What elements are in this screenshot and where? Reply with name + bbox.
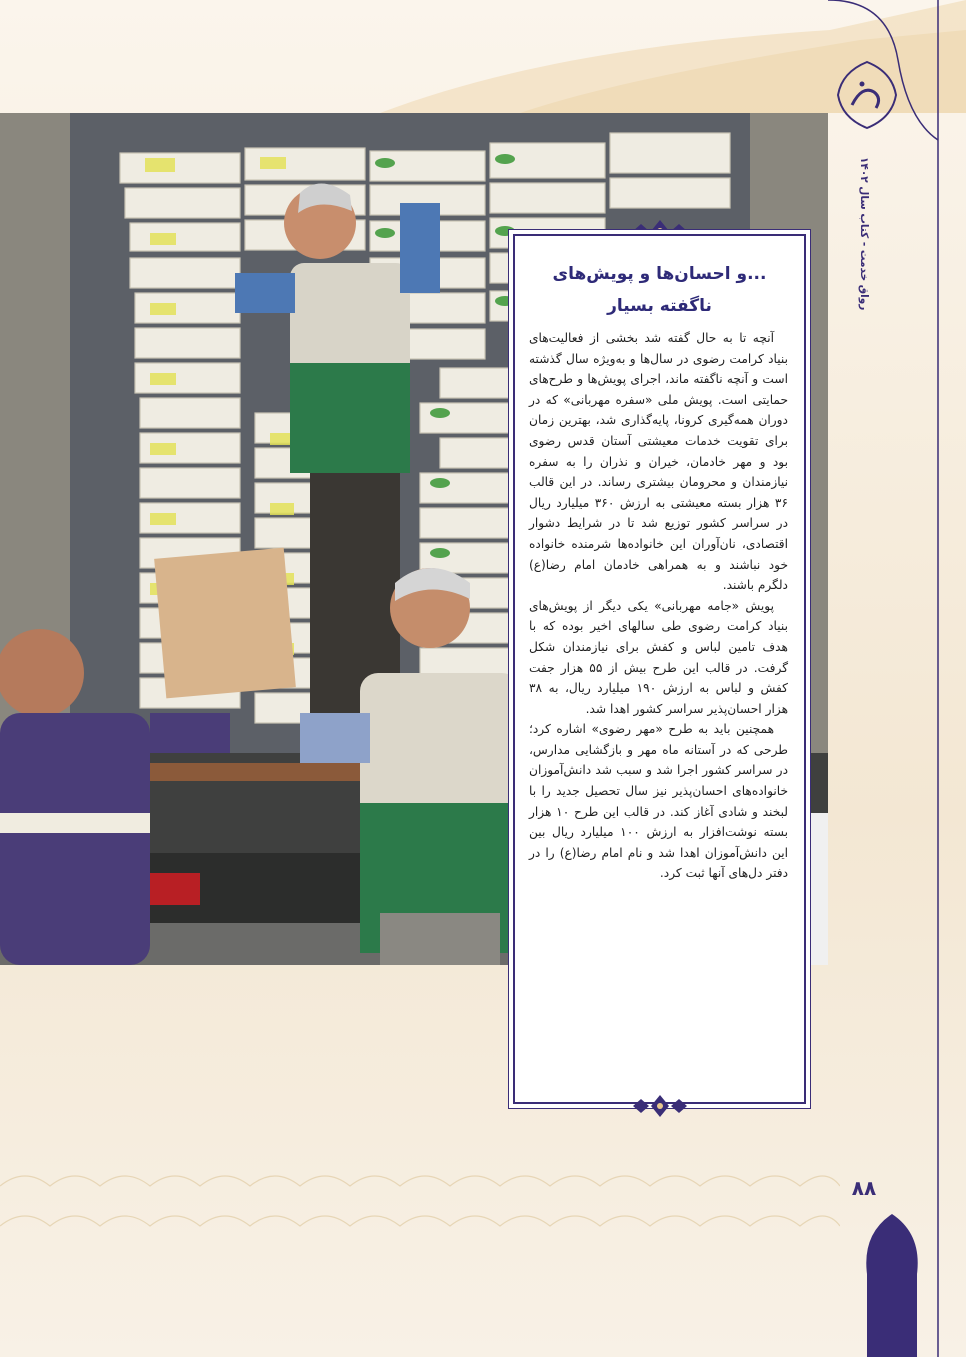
page-number: ۸۸ xyxy=(851,1176,877,1200)
article-paragraph: آنچه تا به حال گفته شد بخشی از فعالیت‌های بنیاد کرامت رضوی در سال‌ها و به‌ویژه سال گذشته است و آنچه ناگفته ماند، اجرای پویش‌ها و طرح‌های حمایتی است. پویش ملی «سفره مهربانی» که در دوران همه‌گیری کرونا، پایه‌گذاری شد، بهترین زمان برای تقویت خدمات معیشتی آستان قدس رضوی بود و مهر خادمان، خیران و نذران را به سفره نیازمندان و محرومان بیشتری رساند. در این قالب ۳۶ هزار بسته معیشتی به ارزش ۳۶۰ میلیارد ریال در سراسر کشور توزیع شد تا در شرایط دشوار اقتصادی، نان‌آوران این خانواده‌ها شرمنده خانواده خود نباشند و به همراهی خادمان امام رضا(ع) دلگرم باشند. xyxy=(529,331,788,593)
running-head: رواق خدمت - کتاب سال ۱۴۰۲ xyxy=(858,156,870,310)
article-body xyxy=(529,328,788,884)
article-title-line-1: ...و احسان‌ها و پویش‌های xyxy=(552,264,767,284)
article-title-line-2: ناگفته بسیار xyxy=(607,296,712,316)
article-paragraph: پویش «جامه مهربانی» یکی دیگر از پویش‌های بنیاد کرامت رضوی طی سالهای اخیر بوده که با هدف تامین لباس و کفش برای نیازمندان شکل گرفت. در قالب این طرح بیش از ۵۵ هزار جفت کفش و لباس به ارزش ۱۹۰ میلیارد ریال، به ۳۸ هزار احسان‌پذیر سراسر کشور اهدا شد. xyxy=(529,598,788,716)
page-edge-tab xyxy=(862,1214,922,1357)
article-paragraph: همچنین باید به طرح «مهر رضوی» اشاره کرد؛ طرحی که در آستانه ماه مهر و بازگشایی مدارس، در سراسر کشور اجرا شد و سبب شد دانش‌آموزان خانواده‌های احسان‌پذیر نیز سال تحصیل جدید را با لبخند و شادی آغاز کند. در قالب این طرح ۱۰ هزار بسته نوشت‌افزار به ارزش ۱۰۰ میلیارد ریال بین این دانش‌آموزان اهدا شد و نام امام رضا(ع) را در دفتر دل‌های آنها ثبت کرد. xyxy=(529,722,788,881)
bottom-arch-pattern xyxy=(0,1166,840,1266)
article-box xyxy=(513,234,806,1104)
arabesque-ornament-icon xyxy=(625,1093,695,1119)
calligraphy-logo-icon xyxy=(832,60,902,130)
article-title xyxy=(529,258,790,322)
